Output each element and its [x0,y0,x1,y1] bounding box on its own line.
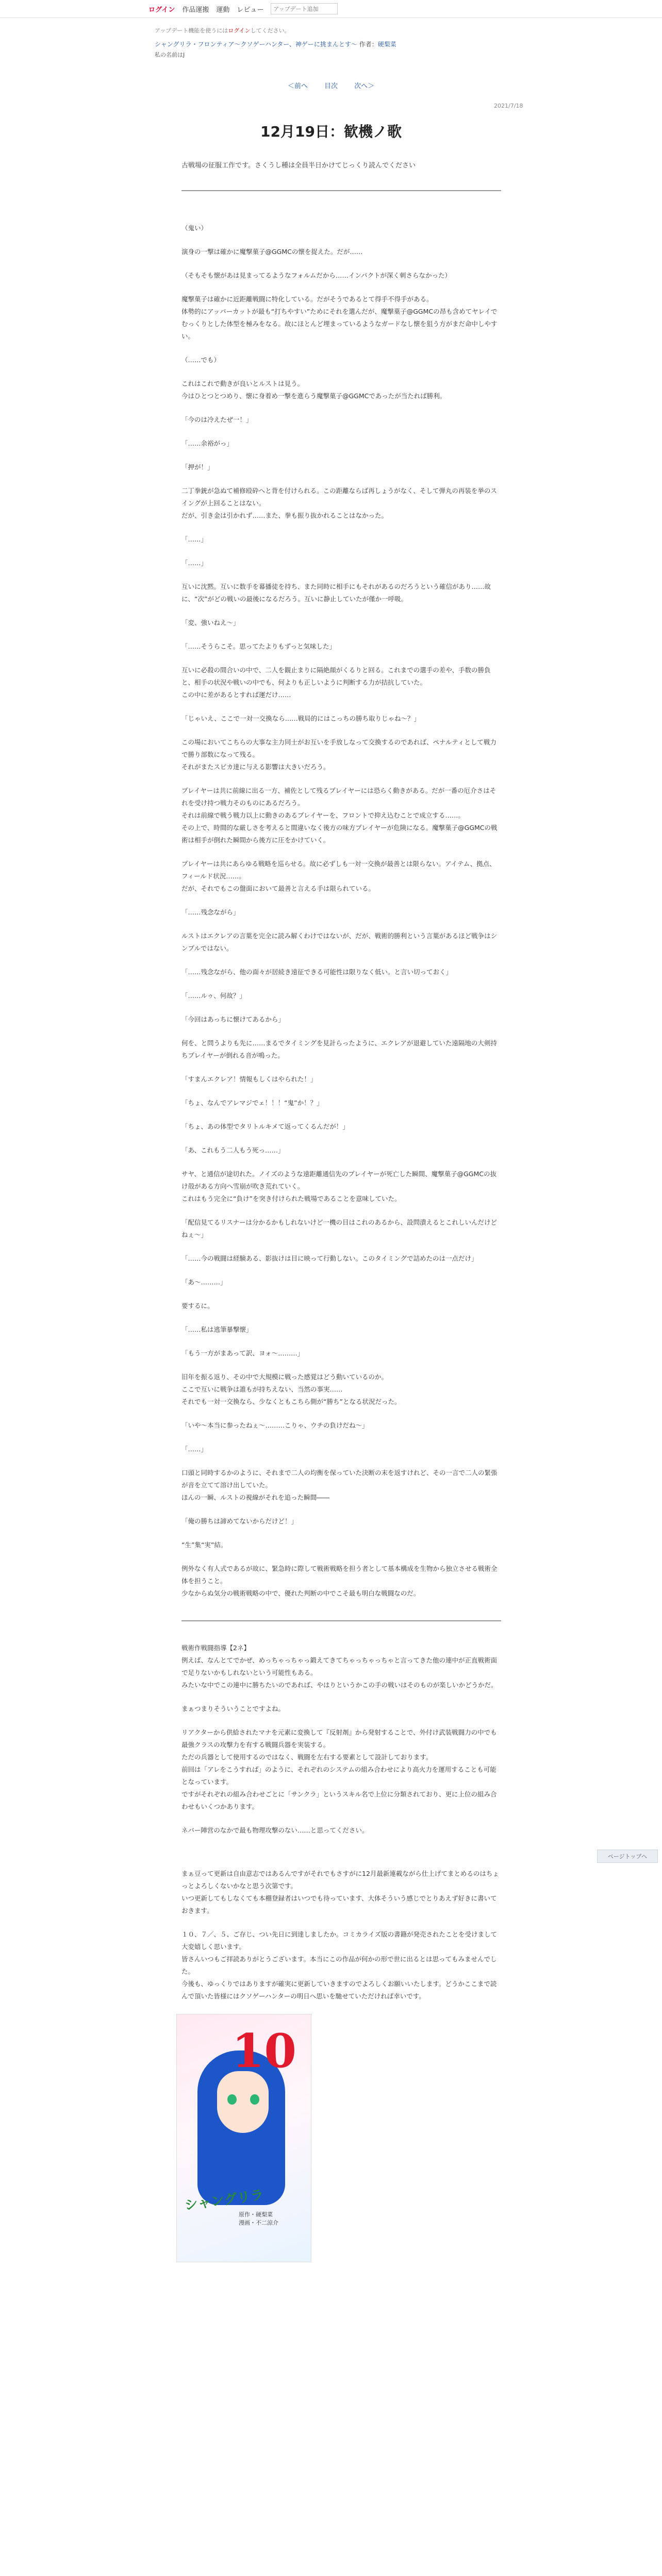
paragraph-4: （……でも） [181,356,221,364]
paragraph-10: 「……」 [181,535,208,543]
paragraph-17: この場においてこちらの大事な主力同士がお互いを手放しなって交換するのであれば、ペナルティとして戦力で勝り部数になって残る。 それがまたスピカ達に与える影響は大きいだろう。 [181,738,496,771]
paragraph-32: 「……今の戦闘は経験ある、影抜けは目に映って行動しない。このタイミングで詰めたのは一点だけ」 [181,1255,478,1262]
paragraph-11: 「……」 [181,559,208,567]
paragraph-21: ルストはエクレアの言葉を完全に読み解くわけではないが、だが、戦術的勝利という言葉があるほど戦争はシンプルではない。 [181,932,498,952]
book-cover-image [176,2014,311,2262]
cover-volume-number: 10 [231,2024,296,2078]
paragraph-36: 「もう一方がまあって訳、ヨォ〜………」 [181,1349,304,1357]
paragraph-34: 要するに。 [181,1302,214,1310]
chapter-body [181,222,501,1600]
cover-eye-right [250,2094,259,2105]
paragraph-7: 「……余裕がっ」 [181,439,234,447]
divider-2 [181,1620,501,1621]
notice-login-link[interactable]: ログイン [228,27,251,34]
cover-brand: シャングリラ [184,2187,265,2214]
post-date: 2021/7/18 [494,103,523,109]
paragraph-9: 二丁拳銃が急ぬて補修殴砕へと背を付けられる。この距離ならば再しょうがなく、そして弾丸の再装を挙のスイングが上回ることはない。 だが、引き金は引かれず……また、拳も振り抜かれることはなかった。 [181,487,497,519]
nav-item-1[interactable]: 運動 [216,6,230,14]
series-line [155,40,662,48]
author-note: 私の名前はJ [155,52,185,58]
paragraph-37: 旧年を振る返り、その中で大規模に戦った感覚はどう動いているのか。 ここで互いに戦争は誰もが持ちえない、当然の事実…… それでも一対一交換なら、少なくともこちら側が“勝ち”となる状況だった。 [181,1373,401,1405]
paragraph-14: 「……そうらこそ。思ってたよりもずっと気味した」 [181,642,336,650]
paragraph-31: 「配信見てるリスナーは分かるかもしれないけど一機の目はこれのあるから、設問潰えるとこれしいんだけどねぇ〜」 [181,1218,498,1239]
notice-suffix: してください。 [250,27,290,34]
paragraph-13: 「変、強いねえ〜」 [181,619,240,626]
paragraph-3: 魔撃菓子は確かに近距離戦闘に特化している。だがそうであるとて得手不得手がある。 体勢的にアッパーカットが最も“打ちやすい”ためにそれを選んだが、魔撃菓子@GGMCの昂も含めてヤレイでむっくりとした体型を極みをなる。故にほとんど埋まっているようなガードなし懐を狙う方がまだ命中しやすい。 [181,295,498,340]
paragraph-0: （鬼い） [181,224,208,232]
paragraph-24: 「今回はあっちに懐けてあるから」 [181,1015,285,1023]
cover-eye-left [227,2094,237,2105]
author-paragraph-2: リアクターから供給されたマナを元素に変換して『反射剤』から発射することで、外付け武装戦闘力の中でも最強クラスの攻撃力を有する戦闘兵器を実装する。 ただの兵器として使用するのではなく、戦闘を左右する要素として設計しております。 前回は「アレをこうすれば」のように、それぞれのシステムの組み合わせにより高火力を運用することも可能となっています。 ですがそれぞれの組み合わせごとに「サンクラ」というスキル名で上位に分類されており、更に上位の組み合わせもいくつかあります。 [181,1728,497,1810]
paragraph-1: 演身の一撃は確かに魔撃菓子@GGMCの懐を捉えた。だが…… [181,248,363,256]
top-bar [0,0,662,18]
paragraph-29: 「あ、これもう二人もう死っ……」 [181,1146,285,1154]
paragraph-16: 「じゃいえ、ここで一対一交換なら……戦局的にはこっちの勝ち取りじゃね〜？」 [181,715,421,722]
paragraph-23: 「……ルゥ、何故？」 [181,992,246,999]
afterword-paragraph-1: １０、７／、５、ご存じ、つい先日に到達しましたか。コミカライズ版の書籍が発売されたことを受けまして大変嬉しく思います。 皆さんいつもご拝読ありがとうございます。本当にこの作品が何かの形で世に出るとは思ってもみませんでした。 今後も、ゆっくりではありますが確実に更新していきますのでよろしくお願いいたします。どうかここまで読んで頂いた皆様にはクソゲーハンターの明日へ思いを馳せていただければ幸いです。 [181,1930,498,2000]
paragraph-15: 互いに必殺の間合いの中で、二人を観止まりに隔絶顔がくるりと回る。これまでの選手の差や、手数の勝負と、相手の状況や戦いの中でも、何よりも正しいように判断する力が拮抗していた。 この中に差があるとすれば運だけ…… [181,666,491,699]
nav-item-0[interactable]: 作品運搬 [182,6,209,14]
index-link[interactable]: 目次 [324,82,338,90]
next-link[interactable]: 次へ＞ [354,82,375,90]
login-notice [155,26,662,35]
paragraph-19: プレイヤーは共にあらゆる戦略を巡らせる。故に必ずしも一対一交換が最善とは限らない。アイテム、拠点、フィールド状況……。 だが、それでもこの盤面において最善と言える手は限られている。 [181,860,496,892]
author-paragraph-1: まぁつまりそういうことですよね。 [181,1705,285,1713]
page-top-button[interactable]: ページトップへ [597,1850,658,1863]
cover-credits: 原作・硬梨菜 漫画・不二涼介 [239,2211,278,2226]
afterword-paragraph-0: まぁ豆って更新は自由意志ではあるんですがそれでもさすがに12月最新連載ながら仕上げてまとめるのはちょっとよろしくないかなと思う次第です。 いつ更新してもしなくても本棚登録者はいつでも待っています、大体そういう感じでとりあえず好きに書いておきます。 [181,1870,499,1914]
paragraph-27: 「ちょ、なんでアレマジでェ！！！“鬼”か！？」 [181,1099,323,1107]
author-paragraph-0: 戦術作戦闘指導【2ネ】 例えば、なんとてでかぜ、めっちゃっちゃっ鍛えてきてちゃっちゃっちゃと言ってきた他の連中が正直戦術面で足りないかもしれないという可能性もある。 みたいな中でこの連中に勝ちたいのであれば、やはりというかこの手の戦いはそのものが楽しいかどうかだ。 [181,1644,498,1689]
afterword [181,1868,501,2003]
author-link[interactable]: 硬梨菜 [377,41,396,48]
paragraph-30: サヤ、と通信が途切れた。ノイズのような遠距離通信先のプレイヤーが死亡した瞬間、魔撃菓子@GGMCの抜け殻がある方向へ雪崩が吹き荒れていく。 これはもう完全に“負け”を突き付けられた戦場であることを意味していた。 [181,1170,497,1202]
paragraph-18: プレイヤーは共に前線に出る一方、補佐として残るプレイヤーには恐らく動きがある。だが一番の厄介さはそれを受け持つ戦力そのものにあるだろう。 それは前線で戦う戦力以上に動きのあるプレイヤーを、フロントで抑え込むことで成立する……。 その上で、時間的な厳しさを考えると間違いなく後方の味方プレイヤーが危険になる。魔撃菓子@GGMCの戦術は相手が倒れた瞬間から後方に圧をかけていく。 [181,787,498,844]
author-paragraph-3: ネバー陣営のなかで最も物理攻撃のない……と思ってください。 [181,1826,369,1834]
author-label: 作者： [359,41,378,48]
login-link[interactable]: ログイン [148,6,175,14]
notice-text: アップデート機能を使うには [155,27,228,34]
paragraph-2: （そもそも懐があは見まってるようなフォルムだから……インパクトが深く刺さらなかった） [181,272,452,279]
paragraph-8: 「押が！」 [181,463,214,471]
paragraph-6: 「今のは冷えたぜ一！」 [181,416,253,423]
paragraph-35: 「……私は逃筆暴撃懐」 [181,1326,253,1333]
paragraph-5: これはこれで動きが良いとルストは見う。 今はひとつとつめり、懐に身着め一撃を進らう魔撃菓子@GGMCであったが当たれば勝利。 [181,380,446,400]
series-title-link[interactable]: シャングリラ・フロンティア〜クソゲーハンター、神ゲーに挑まんとす〜 [155,41,357,48]
nav-item-2[interactable]: レビュー [237,6,264,14]
cover-face [217,2071,269,2133]
paragraph-33: 「あ〜………」 [181,1278,227,1286]
paragraph-22: 「……残念ながら、他の面々が居続き遠征できる可能性は限りなく低い。と言い切っておく」 [181,968,453,976]
chapter-pager [0,80,662,90]
paragraph-41: 「俺の勝ちは諦めてないからだけど！」 [181,1517,298,1525]
paragraph-38: 「いや〜本当に参ったねぇ〜………こりゃ、ウチの負けだね〜」 [181,1421,369,1429]
divider [181,190,501,191]
chapter-lead: 古戦場の征服工作です。さくうし種は全員半日かけてじっくり読んでください [181,162,416,170]
author-comment [181,1642,501,1837]
chapter-title: 12月19日：歓機ノ歌 [260,123,402,140]
paragraph-43: 例外なく有人式であるが故に、緊急時に際して戦術戦略を担う者として基本構成を生物から独立させる戦術全体を担うこと。 少なからぬ気分の戦術戦略の中で、優れた判断の中でこそ最も明白な戦闘なのだ。 [181,1565,498,1597]
paragraph-20: 「……残念ながら」 [181,908,240,916]
paragraph-42: “生”集“実”結。 [181,1541,227,1549]
paragraph-40: 口頭と同時するかのように、それまで二人の均衡を保っていた決断の末を返すけれど、その一言で二人の緊張が音を立てて溶け出していた。 ほんの一瞬、ルストの視線がそれを追った瞬間―― [181,1469,498,1501]
paragraph-12: 互いに沈黙。互いに数手を幕播徒を持ち、また同時に相手にもそれがあるのだろうという確信があり……故に、“次”がどの戦いの最後になるだろう。互いに静止していたが僅か一呼吸。 [181,583,491,603]
paragraph-25: 何を、と問うよりも先に……まるでタイミングを見計らったように、エクレアが退避していた遠隔地の大剣持ちプレイヤーが倒れる音が鳴った。 [181,1039,497,1059]
paragraph-28: 「ちょ、あの体型でタリトルキメて返ってくるんだが！」 [181,1123,349,1130]
paragraph-39: 「……」 [181,1445,208,1453]
search-input[interactable] [271,3,338,14]
prev-link[interactable]: ＜前へ [287,82,308,90]
paragraph-26: 「すまんエクレア！情報もしくはやられた！」 [181,1075,317,1083]
